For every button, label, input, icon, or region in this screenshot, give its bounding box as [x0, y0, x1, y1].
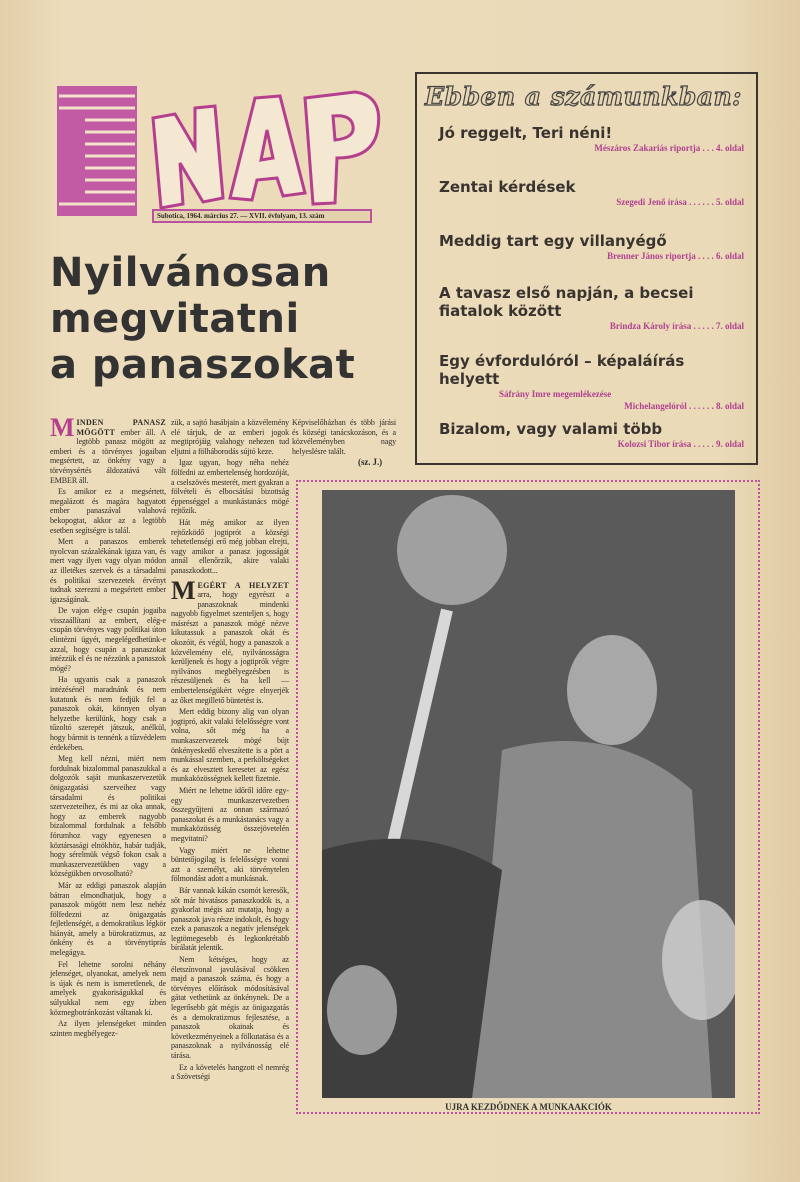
logo-a [230, 96, 305, 200]
table-of-contents [415, 72, 758, 465]
article-column-1: MINDEN PANASZ MÖGÖTT ember áll. A legtöbb panasz mögött az emberi és a törvényes jogaiban megsértett, az önkény vagy a törvénysértés áldozatává vált EMBER áll. Es amikor ez a megsértett, megalázott és magára hagyatott ember panaszával valahová bekopogtat, akkor az a legtöbb esetben segítségre is talál. Mert a panaszos emberek nyolcvan százalékának igaza van, és mert vagy ilyen vagy olyan módon az illetékes szervek és a társadalmi és politikai szervezetek érvényt tudnak szerezni a megsértett ember igazságának. De vajon elég-e csupán jogaiba visszaállítani az embert, elég-e csupán törvényes vagy politikai úton elintézni ügyét, megelégedhetünk-e azzal, hogy csupán a panaszokat intézzük el és ne nézzünk a panaszok mögé? Ha ugyanis csak a panaszok intézésénél maradnánk és nem kutatunk és nem fedjük fel a panaszok okát, könnyen olyan helyzetbe kerülünk, hogy csak a tűzoltó szerepét játszuk, anélkül, hogy bármit is tennénk a tűzvédelem érdekében. Meg kell nézni, miért nem fordulnak bizalommal panaszukkal a dolgozók saját munkaszervezetük önigazgatási szerveihez vagy társadalmi és politikai szervezeteihez, és mi az oka annak, hogy az emberek nagyobb bizalommal fordulnak a felsőbb fórumhoz vagy egyenesen a köztársasági elnökhöz, habár tudják, hogy sérelmük végső fokon csak a munkaszervezetükben vagy a községükben orvosolható? Már az eddigi panaszok alapján bátran elmondhatjuk, hogy a panaszok mögött nem lesz nehéz fölfedezni az önigazgatás fejletlenségét, a demokratikus légkör hiányát, amely a bürokratizmus, az önkény és a törvénytiprás melegágya. Fel lehetne sorolni néhány jelenséget, olyanokat, amelyek nem is újak és nem is ismeretlenek, de amelyek gyakoriságukkal és súlyukkal nem egy ízben közmegbotránkozást váltanak ki. Az ilyen jelenségeket minden szinten megbélyegez- [50, 413, 166, 1038]
subhead-paragraph: MEGÉRT A HELYZET arra, hogy egyrészt a panaszoknak mindenki nagyobb figyelmet szenteljen s, hogy másrészt a panaszok mögé nézve kikutassuk a panaszok okát és okozóit, és végül, hogy a panaszok a közvélemény elé, nyilvánosságra kerüljenek és hogy a jogtiprók végre nyilvános megbélyegzésben is részesüljenek és ha kell — embertelenségükért végre elnyerjék az őket megillető büntetést is. [171, 575, 289, 705]
masthead-logo [55, 78, 385, 228]
article-column-3: Képviselőházban és több járási és községi tanácskozáson, és a közvéleményben nagy helyeslésre talált. (sz. J.) [292, 418, 396, 468]
logo-p [305, 92, 379, 204]
dateline: Subotica, 1964. március 27. — XVII. évfolyam, 13. szám [152, 209, 372, 223]
toc-item: Egy évfordulóról – képaláírás helyett Sáfrány Imre megemlékezése Michelangelóról . . . . . . 8. oldal [439, 352, 744, 411]
toc-item: Jó reggelt, Teri néni! Mészáros Zakariás riportja . . . 4. oldal [439, 124, 744, 153]
logo-n [153, 106, 223, 208]
logo-seven [57, 86, 137, 216]
toc-title: Ebben a számunkban: [425, 82, 742, 111]
lead-paragraph: MINDEN PANASZ MÖGÖTT ember áll. A legtöbb panasz mögött az emberi és a törvényes jogaiban megsértett, az önkény vagy a törvénysértés áldozatává vált EMBER áll. [50, 413, 166, 485]
toc-item: Bizalom, vagy valami több Kolozsi Tibor írása . . . . . 9. oldal [439, 420, 744, 449]
toc-item: Meddig tart egy villanyégő Brenner János riportja . . . . 6. oldal [439, 232, 744, 261]
flower-bouquet [397, 495, 507, 605]
person-face [567, 635, 657, 745]
article-column-2: zük, a sajtó hasábjain a közvélemény elé tárjuk, de az emberi jogok megtiprójáig valahogy nehezen tud eljutni a fölháborodás sújtó keze. Igaz ugyan, hogy néha nehéz fölfedni az embertelenség hordozóját, a cselszövés mesterét, mert gyakran a fölvételi és elbocsátási bizottság éppenséggel a munkástanács mögé rejtőzik. Hát még amikor az ilyen rejtőzködő jogtiprót a községi tehetetlenségi erő még jobban elrejti, vagy amikor a panasz jogosságát annál ellenőrzik, akire valaki panaszkodott... MEGÉRT A HELYZET arra, hogy egyrészt a panaszoknak mindenki nagyobb figyelmet szenteljen s, hogy másrészt a panaszok mögé nézve kikutassuk a panaszok okát és okozóit, és végül, hogy a panaszok a közvélemény elé, nyilvánosságra kerüljenek és hogy a jogtiprók végre nyilvános megbélyegzésben is részesüljenek és ha kell — embertelenségükért végre elnyerjék az őket megillető büntetést is. Mert eddig bizony alig van olyan jogtipró, akit valaki felelősségre vont volna, sőt még ha a munkaszervezetek mögé bújt önkényeskedő elveszítette is a pört a munkással szemben, a perköltségeket és az elvesztett keresetet az egész munkaközösségnek kellett fizetnie. Miért ne lehetne időről időre egy-egy munkaszervezetben összegyűjteni az onnan származó panaszokat és a munkástanács vagy a munkaközösség összejövetelén megvitatni? Vagy miért ne lehetne büntetőjogilag is felelősségre vonni azt a személyt, aki törvénytelen fölmondást adott a munkásnak. Bár vannak kákán csomót keresők, sőt már hivatásos panaszkodók is, a gyakorlat mégis azt mutatja, hogy a panaszok java része indokolt, és hogy ezek a panaszok a negatív jelenségek legtömegesebb és legkonkrétabb bírálatát jelentik. Nem kétséges, hogy az életszínvonal javulásával csökken majd a panaszok száma, és hogy a törvényes előírások módosításával gátat vethetünk az önkénynek. De a legerősebb gát mégis az önigazgatás és a demokratizmus fejlesztése, a panaszok okainak és következményeinek a fölkutatása és a panaszoknak a nyilvánosság elé tárása. Ez a követelés hangzott el nemrég a Szövetségi [171, 418, 289, 1082]
photo-caption: UJRA KEZDŐDNEK A MUNKAAKCIÓK [445, 1102, 612, 1112]
toc-item: Zentai kérdések Szegedi Jenő írása . . . . . . 5. oldal [439, 178, 744, 207]
main-headline: Nyilvánosan megvitatni a panaszokat [50, 250, 356, 388]
news-photo [322, 490, 735, 1098]
photo-illustration [322, 490, 735, 1098]
toc-item: A tavasz első napján, a becsei fiatalok között Brindza Károly írása . . . . . 7. oldal [439, 284, 744, 331]
author-signature: (sz. J.) [358, 457, 382, 468]
